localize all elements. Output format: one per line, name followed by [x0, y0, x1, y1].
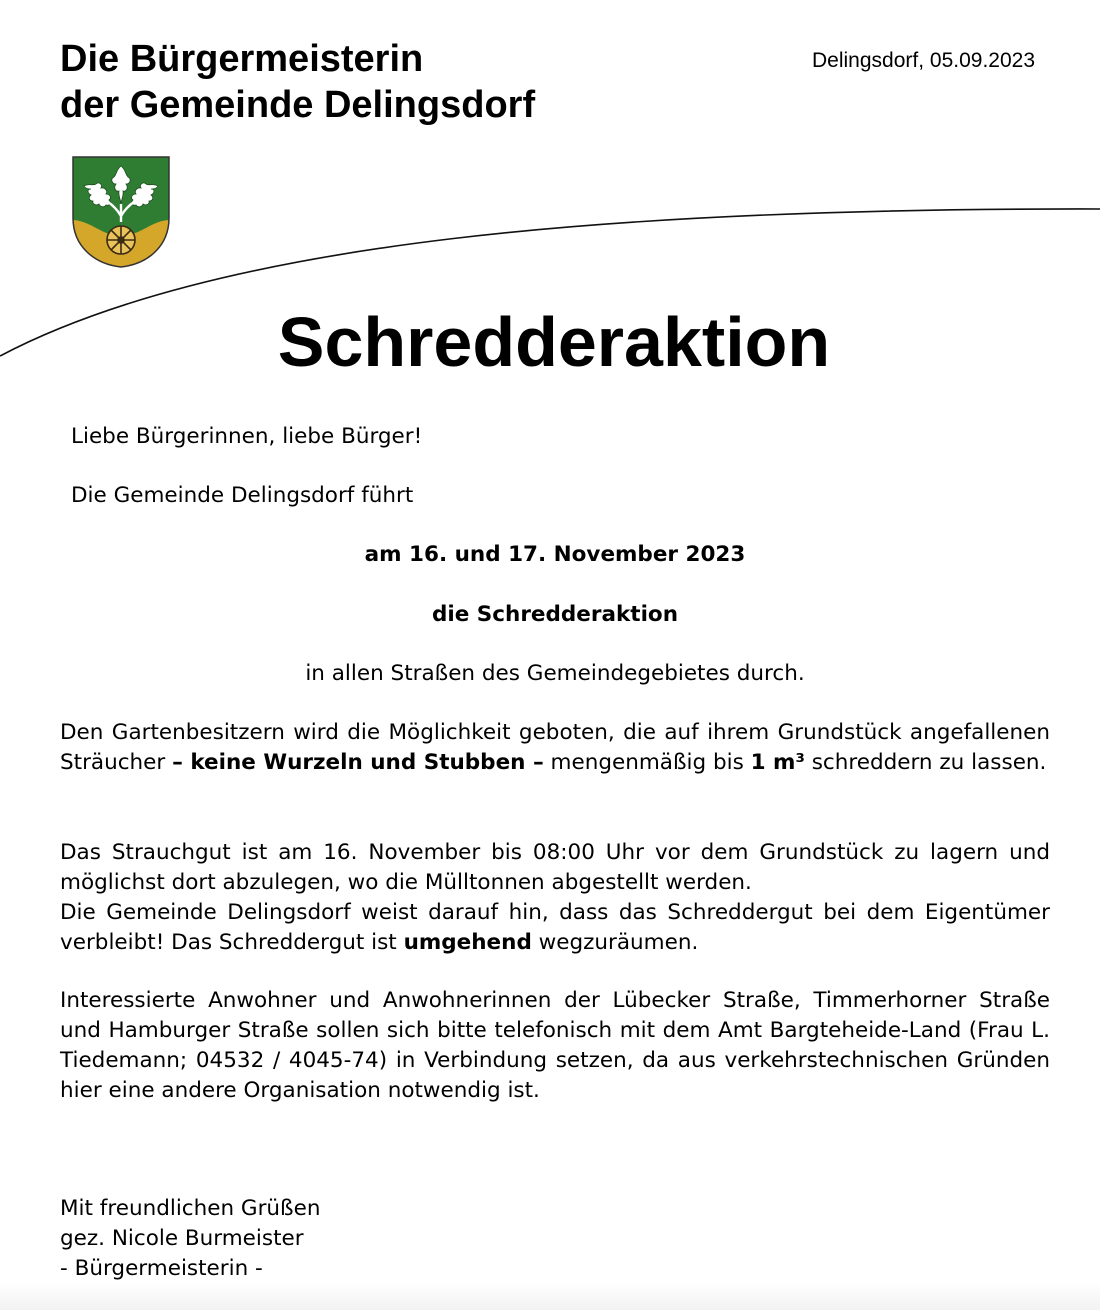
para2-emphasis: umgehend: [403, 930, 532, 955]
paragraph-residents-contact: Interessierte Anwohner und Anwohnerinnen der Lübecker Straße, Timmerhorner Straße und Hamburger Straße sollen sich bitte telefonisch mit dem Amt Bargteheide-Land (Frau L. Tiedemann; 04532 / 4045-74) in Verbindung setzen, da aus verkehrstechnischen Gründen hier eine andere Organisation notwendig ist.: [60, 988, 1050, 1103]
event-scope: in allen Straßen des Gemeindegebietes durch.: [305, 661, 805, 686]
para1-exclusion: – keine Wurzeln und Stubben –: [172, 750, 544, 775]
para2-owner-notice: [60, 898, 1050, 958]
page-bottom-edge: [0, 1282, 1100, 1310]
para1-text-e: schreddern zu lassen.: [804, 750, 1047, 775]
closing-block: [60, 1194, 320, 1284]
sender-block: [60, 36, 535, 128]
para1-volume: 1 m³: [750, 750, 805, 775]
sender-line-2: der Gemeinde Delingsdorf: [60, 84, 536, 126]
para1-text-a: Den Gartenbesitzern wird die Möglichkeit geboten, die auf ihrem Grundstück angefallenen Sträucher: [60, 720, 1050, 775]
greeting: Liebe Bürgerinnen, liebe Bürger!: [71, 424, 423, 449]
para2-storage-instructions: Das Strauchgut ist am 16. November bis 08:00 Uhr vor dem Grundstück zu lagern und möglichst dort abzulegen, wo die Mülltonnen abgestellt werden.: [60, 840, 1050, 895]
page-title: Schredderaktion: [277, 303, 831, 381]
sender-line-1: Die Bürgermeisterin: [60, 38, 424, 80]
closing-signature: gez. Nicole Burmeister: [60, 1226, 304, 1251]
intro-line: Die Gemeinde Delingsdorf führt: [71, 483, 414, 508]
event-dates: am 16. und 17. November 2023: [364, 542, 746, 567]
para2-text-b: Die Gemeinde Delingsdorf weist darauf hin, dass das Schreddergut bei dem Eigentümer verbleibt! Das Schreddergut ist: [60, 900, 1050, 955]
municipal-crest-icon: [72, 156, 170, 268]
place-date: Delingsdorf, 05.09.2023: [812, 49, 1035, 72]
closing-greeting: Mit freundlichen Grüßen: [60, 1196, 321, 1221]
para2-text-d: wegzuräumen.: [531, 930, 699, 955]
para1-text-c: mengenmäßig bis: [543, 750, 751, 775]
event-name: die Schredderaktion: [431, 602, 679, 627]
paragraph-garden-owners: [60, 718, 1050, 778]
paragraph-storage: [60, 838, 1050, 958]
closing-role: - Bürgermeisterin -: [60, 1256, 263, 1281]
